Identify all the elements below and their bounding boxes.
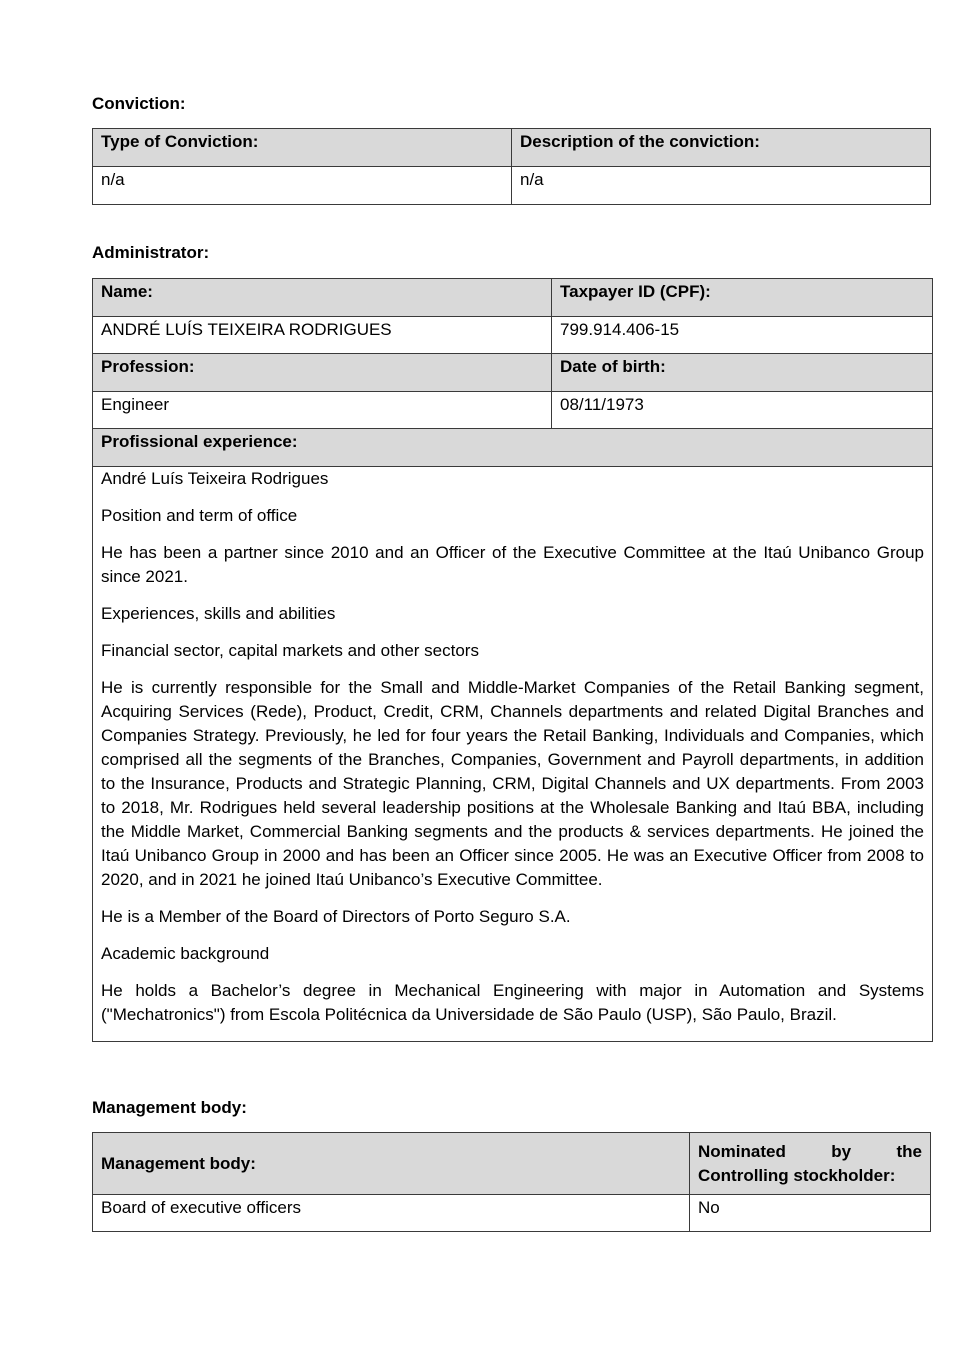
profession-header-row bbox=[93, 354, 933, 392]
administrator-value-row bbox=[93, 317, 933, 354]
profession-header: Profession: bbox=[93, 354, 552, 392]
conviction-type-header: Type of Conviction: bbox=[93, 129, 512, 167]
experience-row bbox=[93, 467, 933, 1042]
name-header: Name: bbox=[93, 279, 552, 317]
nominated-header: Nominated by the Controlling stockholder: bbox=[690, 1133, 931, 1195]
management-heading: Management body: bbox=[92, 1098, 247, 1117]
dob-header: Date of birth: bbox=[552, 354, 933, 392]
profession-value: Engineer bbox=[93, 392, 552, 429]
nominated-value: No bbox=[690, 1195, 931, 1232]
experience-paragraph: He is a Member of the Board of Directors of Porto Seguro S.A. bbox=[101, 907, 571, 926]
experience-paragraph: Financial sector, capital markets and other sectors bbox=[101, 641, 479, 660]
experience-paragraph: He is currently responsible for the Small and Middle-Market Companies of the Retail Banking segment, Acquiring Services (Rede), Product, Credit, CRM, Channels departments and related Digital Branches and Companies Strategy. Previously, he led for four years the Retail Banking, Individuals and Companies, which comprised all the segments of the Branches, Companies, Government and Payroll departments, in addition to the Insurance, Products and Strategic Planning, CRM, Digital Channels and UX departments. From 2003 to 2018, Mr. Rodrigues held several leadership positions at the Wholesale Banking and Itaú BBA, including the Middle Market, Commercial Banking segments and the products & services departments. He joined the Itaú Unibanco Group in 2000 and has been an Officer since 2005. He was an Executive Officer from 2008 to 2020, and in 2021 he joined Itaú Unibanco’s Executive Committee. bbox=[101, 678, 924, 889]
conviction-header-row bbox=[93, 129, 931, 167]
administrator-heading: Administrator: bbox=[92, 243, 210, 262]
name-value: ANDRÉ LUÍS TEIXEIRA RODRIGUES bbox=[93, 317, 552, 354]
experience-header: Profissional experience: bbox=[93, 429, 933, 467]
cpf-value: 799.914.406-15 bbox=[552, 317, 933, 354]
management-value-row bbox=[93, 1195, 931, 1232]
experience-paragraph: Academic background bbox=[101, 944, 270, 963]
experience-header-row bbox=[93, 429, 933, 467]
experience-paragraph: He has been a partner since 2010 and an Officer of the Executive Committee at the Itaú Unibanco Group since 2021. bbox=[101, 543, 924, 586]
experience-paragraph: Position and term of office bbox=[101, 506, 298, 525]
dob-value: 08/11/1973 bbox=[552, 392, 933, 429]
conviction-type-value: n/a bbox=[93, 167, 512, 205]
conviction-table bbox=[92, 128, 931, 205]
management-table bbox=[92, 1132, 931, 1232]
management-header-row bbox=[93, 1133, 931, 1195]
conviction-description-header: Description of the conviction: bbox=[512, 129, 931, 167]
conviction-heading: Conviction: bbox=[92, 94, 186, 113]
conviction-description-value: n/a bbox=[512, 167, 931, 205]
experience-content bbox=[93, 467, 933, 1042]
profession-value-row bbox=[93, 392, 933, 429]
experience-paragraph: He holds a Bachelor’s degree in Mechanical Engineering with major in Automation and Systems ("Mechatronics") from Escola Politécnica da Universidade de São Paulo (USP), São Paulo, Brazil. bbox=[101, 981, 924, 1024]
management-body-header: Management body: bbox=[93, 1133, 690, 1195]
management-body-value: Board of executive officers bbox=[93, 1195, 690, 1232]
experience-paragraph: Experiences, skills and abilities bbox=[101, 604, 336, 623]
administrator-table bbox=[92, 278, 933, 1042]
conviction-value-row bbox=[93, 167, 931, 205]
cpf-header: Taxpayer ID (CPF): bbox=[552, 279, 933, 317]
experience-paragraph: André Luís Teixeira Rodrigues bbox=[101, 469, 329, 488]
administrator-header-row bbox=[93, 279, 933, 317]
